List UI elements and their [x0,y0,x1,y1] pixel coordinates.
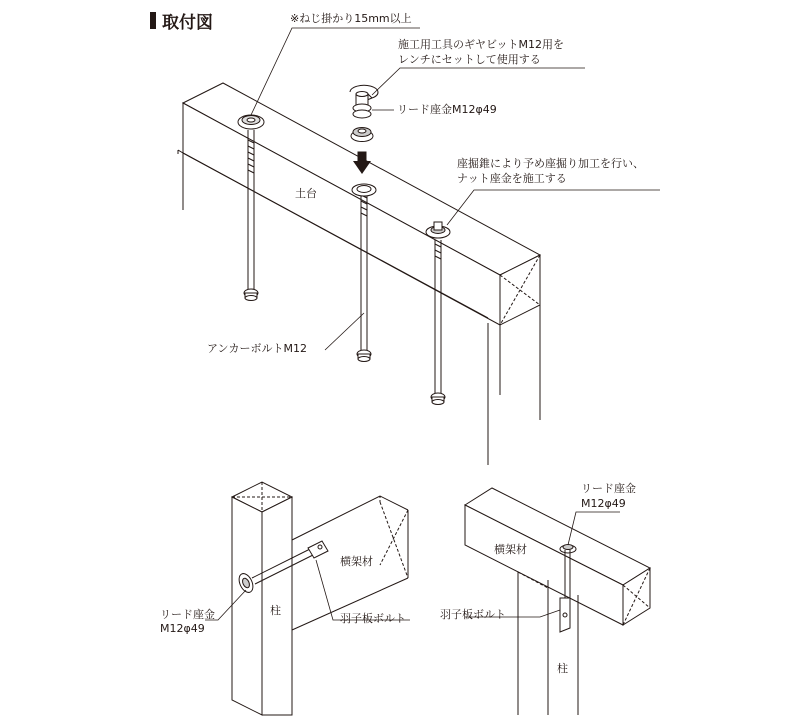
bl-beam-label: 横架材 [340,555,373,568]
br-washer-label-2: M12φ49 [581,497,626,510]
counterbore-hole [352,184,376,196]
bl-bolt-label: 羽子板ボルト [340,612,406,625]
anchor-bolt-label: アンカーボルトM12 [207,342,308,355]
bl-column-label: 柱 [270,604,281,617]
diagram-title: 取付図 [150,8,213,33]
bl-washer-label-2: M12φ49 [160,622,205,635]
br-washer-label-1: リード座金 [581,482,636,495]
br-column-label: 柱 [557,662,568,675]
bl-washer-label-1: リード座金 [160,608,215,621]
lead-washer-top-label: リード座金M12φ49 [397,103,497,116]
br-bolt-label: 羽子板ボルト [440,608,506,621]
counterbore-note-line2: ナット座金を施工する [457,172,567,185]
counterbore-note-line1: 座掘錐により予め座掘り加工を行い、 [457,157,644,170]
lead-washer-left [238,115,264,129]
gear-bit-tool [350,85,378,118]
lead-washer-floating [351,128,373,142]
tool-note-line1: 施工用工具のギヤビットM12用を [398,38,565,51]
tool-note-line2: レンチにセットして使用する [398,53,541,66]
bl-column [232,482,292,715]
sill-label: 土台 [295,187,317,200]
br-beam-label: 横架材 [494,543,527,556]
screw-note-label: ※ねじ掛かり15mm以上 [290,12,412,25]
